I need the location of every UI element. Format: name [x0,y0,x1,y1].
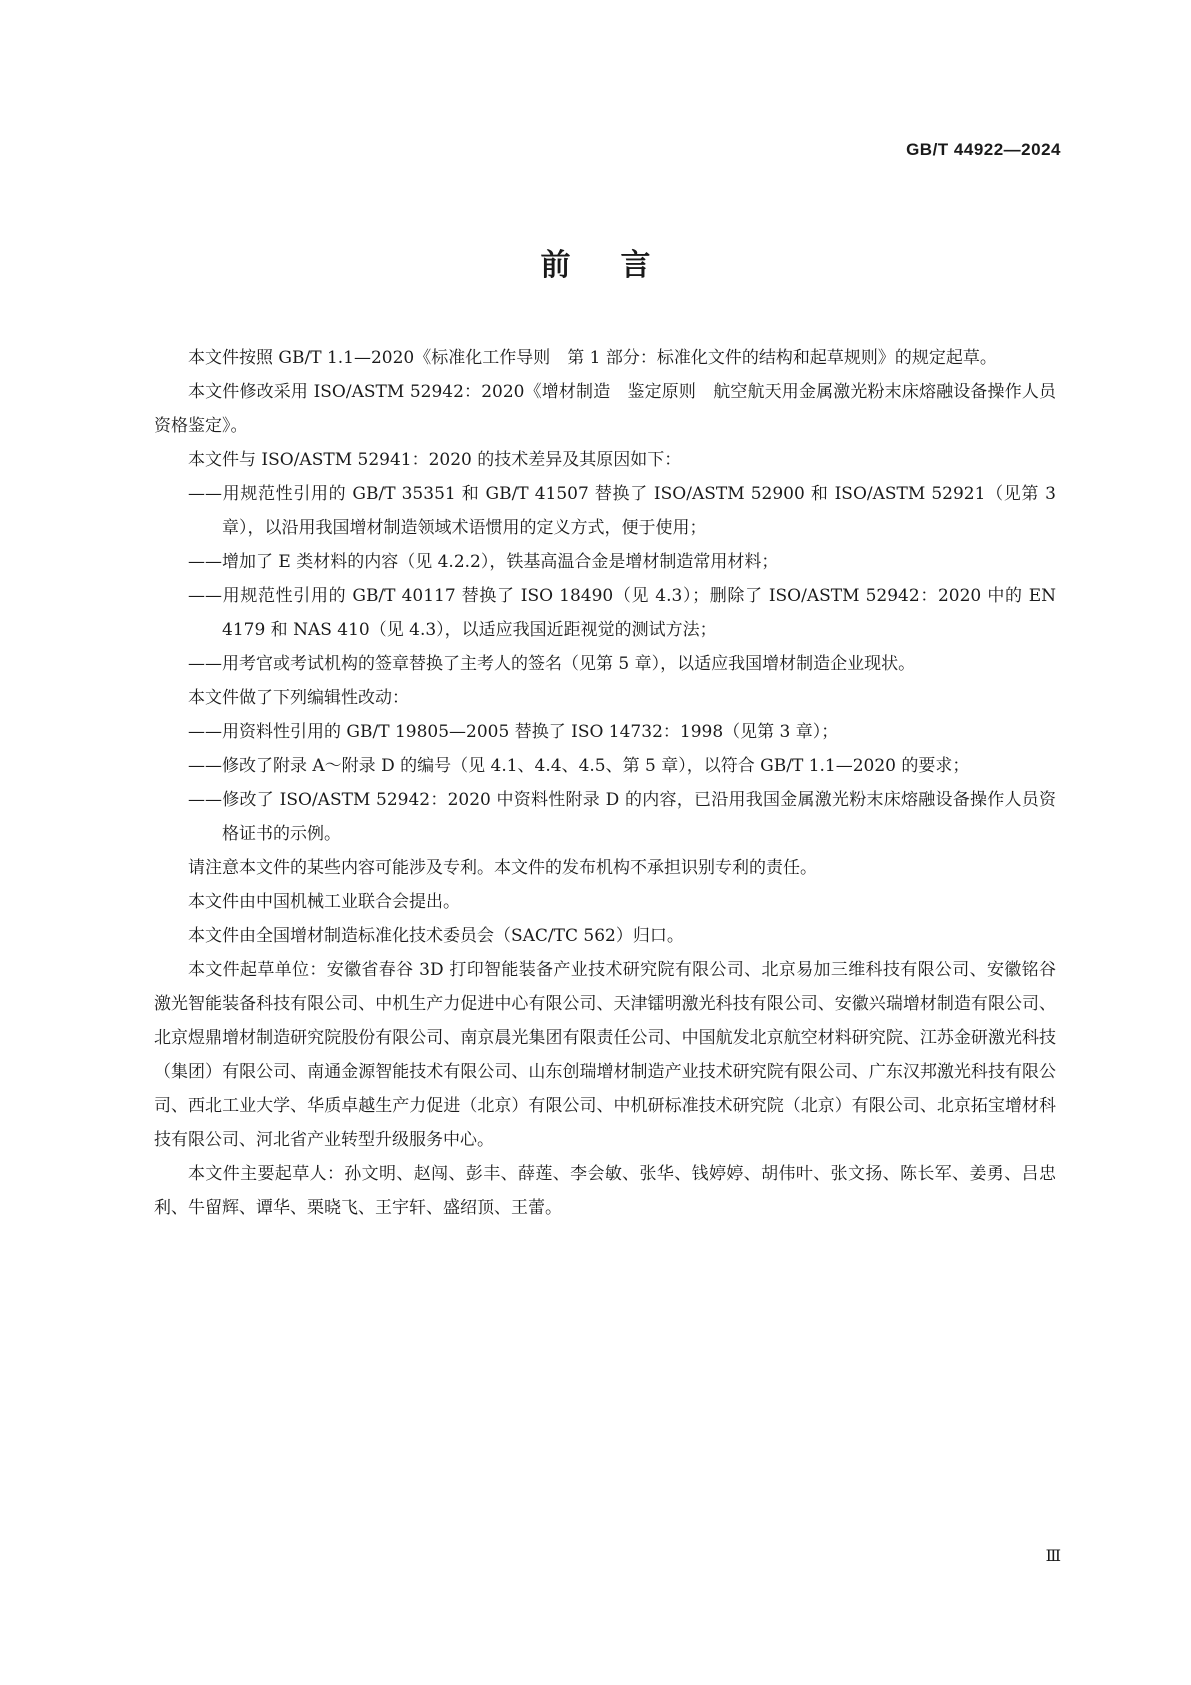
list-item: ——增加了 E 类材料的内容（见 4.2.2），铁基高温合金是增材制造常用材料； [188,552,779,572]
list-item: ——用规范性引用的 GB/T 35351 和 GB/T 41507 替换了 ISO/ASTM 52900 和 ISO/ASTM 52921（见第 3 章），以沿用我国增材制造领域术语惯用的定义方式，便于使用； [188,484,1056,538]
page-number: Ⅲ [1045,1546,1061,1565]
paragraph-patent-notice: 请注意本文件的某些内容可能涉及专利。本文件的发布机构不承担识别专利的责任。 [188,858,817,878]
paragraph-editorial-changes: 本文件做了下列编辑性改动： [188,688,409,708]
page-title: 前言 [540,248,701,283]
paragraph-technical-differences: 本文件与 ISO/ASTM 52941：2020 的技术差异及其原因如下： [188,450,682,470]
paragraph-drafting-rules: 本文件按照 GB/T 1.1—2020《标准化工作导则 第 1 部分：标准化文件的结构和起草规则》的规定起草。 [188,348,997,368]
paragraph-proposer: 本文件由中国机械工业联合会提出。 [188,892,460,912]
list-item: ——用规范性引用的 GB/T 40117 替换了 ISO 18490（见 4.3）；删除了 ISO/ASTM 52942：2020 中的 EN 4179 和 NAS 410（见 4.3），以适应我国近距视觉的测试方法； [188,586,1056,640]
paragraph-drafters: 本文件主要起草人：孙文明、赵闯、彭丰、薛莲、李会敏、张华、钱婷婷、胡伟叶、张文扬、陈长军、姜勇、吕忠利、牛留辉、谭华、栗晓飞、王宇轩、盛绍顶、王蕾。 [154,1164,1056,1218]
foreword-body [154,341,1056,1225]
paragraph-committee: 本文件由全国增材制造标准化技术委员会（SAC/TC 562）归口。 [188,926,684,946]
list-item: ——修改了附录 A～附录 D 的编号（见 4.1、4.4、4.5、第 5 章），以符合 GB/T 1.1—2020 的要求； [188,756,970,776]
paragraph-drafting-units: 本文件起草单位：安徽省春谷 3D 打印智能装备产业技术研究院有限公司、北京易加三维科技有限公司、安徽铭谷激光智能装备科技有限公司、中机生产力促进中心有限公司、天津镭明激光科技有限公司、安徽兴瑞增材制造有限公司、北京煜鼎增材制造研究院股份有限公司、南京晨光集团有限责任公司、中国航发北京航空材料研究院、江苏金研激光科技（集团）有限公司、南通金源智能技术有限公司、山东创瑞增材制造产业技术研究院有限公司、广东汉邦激光科技有限公司、西北工业大学、华质卓越生产力促进（北京）有限公司、中机研标准技术研究院（北京）有限公司、北京拓宝增材科技有限公司、河北省产业转型升级服务中心。 [154,960,1056,1150]
list-item: ——用考官或考试机构的签章替换了主考人的签名（见第 5 章），以适应我国增材制造企业现状。 [188,654,916,674]
list-item: ——修改了 ISO/ASTM 52942：2020 中资料性附录 D 的内容，已沿用我国金属激光粉末床熔融设备操作人员资格证书的示例。 [188,790,1056,844]
list-item: ——用资料性引用的 GB/T 19805—2005 替换了 ISO 14732：1998（见第 3 章）； [188,722,839,742]
paragraph-adoption: 本文件修改采用 ISO/ASTM 52942：2020《增材制造 鉴定原则 航空航天用金属激光粉末床熔融设备操作人员资格鉴定》。 [154,382,1056,436]
document-number: GB/T 44922—2024 [906,140,1061,159]
